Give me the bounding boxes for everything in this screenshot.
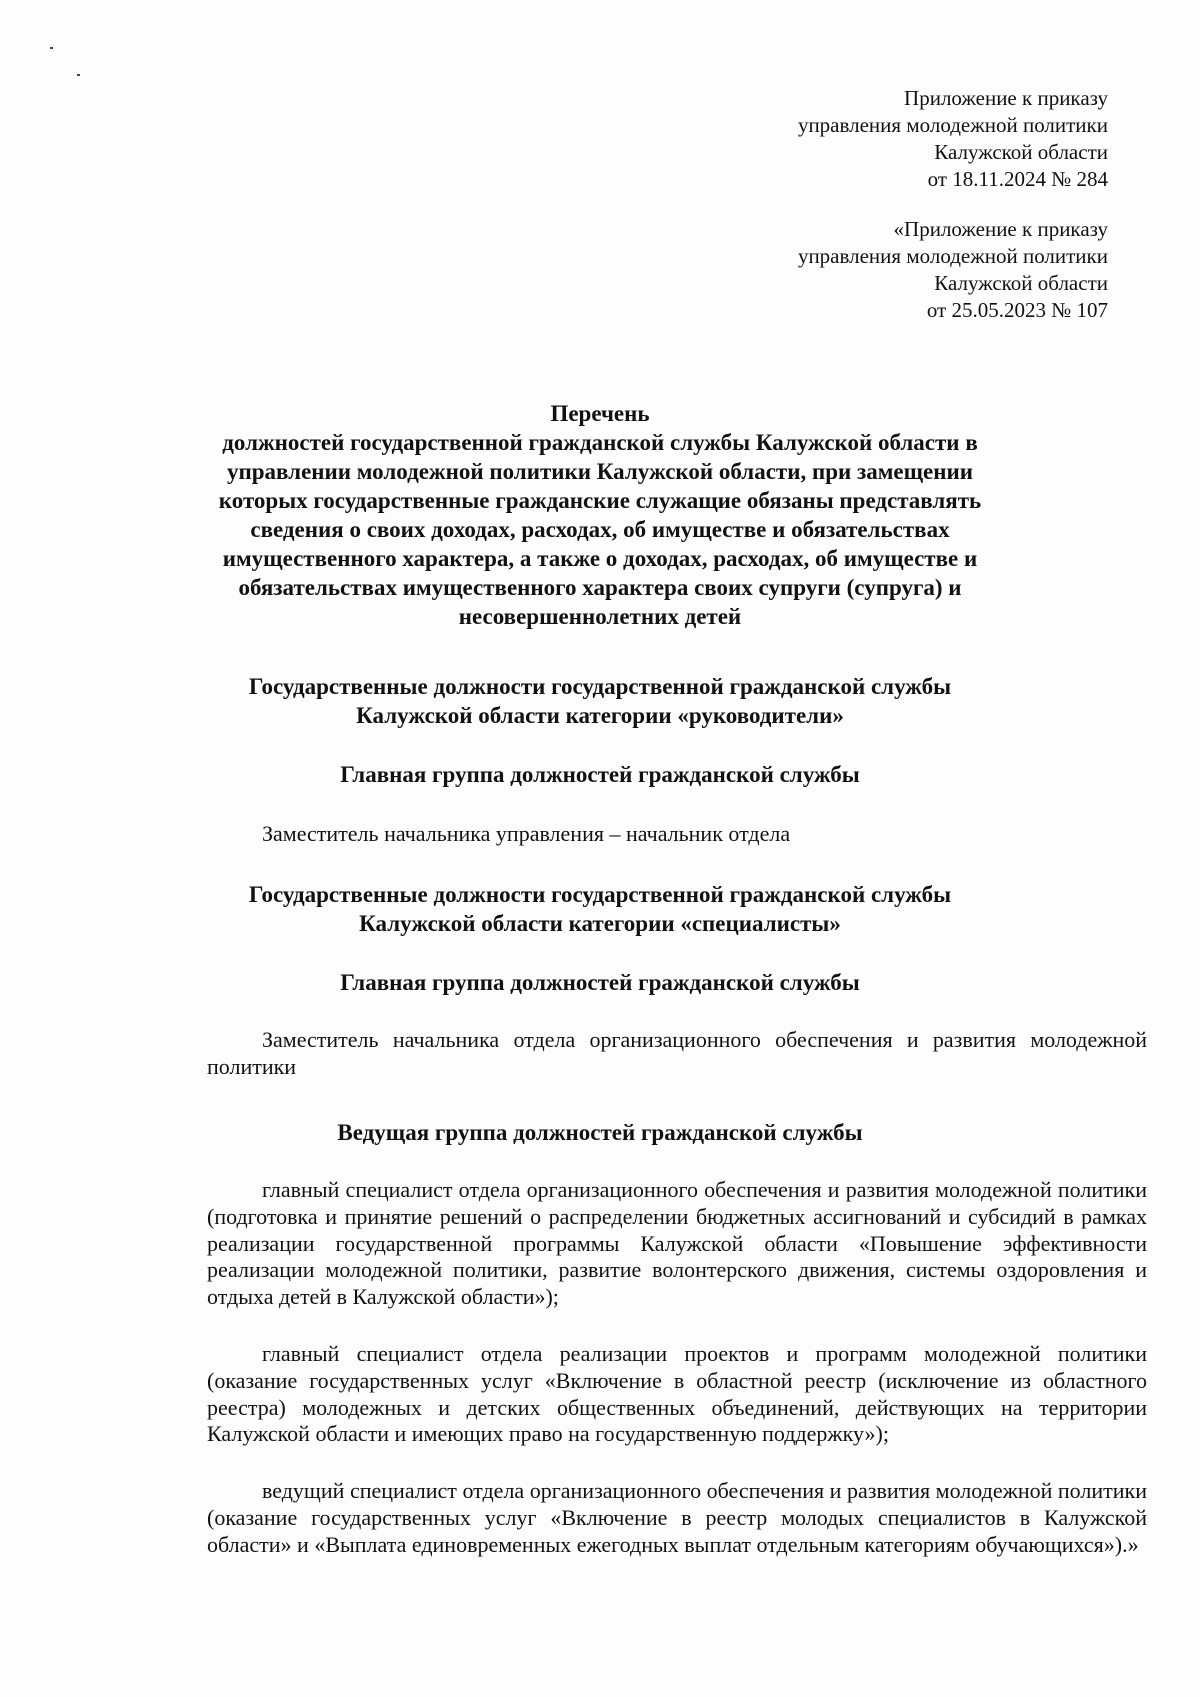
- section-heading-specialists: [0, 880, 1200, 938]
- appendix-line: от 25.05.2023 № 107: [926, 298, 1108, 322]
- position-deputy-department-head: Заместитель начальника отдела организационного обеспечения и развития молодежной политики: [207, 1027, 1147, 1079]
- appendix-line: Приложение к приказу: [904, 86, 1108, 110]
- position-deputy-head: Заместитель начальника управления – начальник отдела: [262, 821, 791, 846]
- heading-line: Государственные должности государственной гражданской службы: [248, 674, 952, 699]
- appendix-line: управления молодежной политики: [797, 113, 1108, 137]
- title-line: которых государственные гражданские служащие обязаны представлять: [218, 488, 982, 513]
- section-heading-leaders: [0, 672, 1200, 730]
- title-line: Перечень: [550, 401, 650, 426]
- title-line: несовершеннолетних детей: [458, 604, 742, 629]
- position-chief-specialist-registry: главный специалист отдела реализации проектов и программ молодежной политики (оказание государственных услуг «Включение в областной реестр (исключение из областного реестра) молодежных и детских общественных объединений, действующих на территории Калужской области и имеющих право на государственную поддержку»);: [207, 1341, 1147, 1447]
- title-line: управлении молодежной политики Калужской области, при замещении: [227, 459, 973, 484]
- heading-line: Государственные должности государственной гражданской службы: [248, 882, 952, 907]
- title-line: сведения о своих доходах, расходах, об имуществе и обязательствах: [250, 517, 950, 542]
- appendix-current: [798, 85, 1108, 193]
- appendix-line: управления молодежной политики: [797, 244, 1108, 268]
- group-heading-main-specialists: Главная группа должностей гражданской службы: [340, 970, 860, 995]
- scan-speck: [50, 47, 53, 49]
- scan-speck: [77, 74, 80, 76]
- title-line: должностей государственной гражданской службы Калужской области в: [222, 430, 978, 455]
- document-title: [0, 399, 1200, 631]
- group-heading-main-leaders: Главная группа должностей гражданской службы: [340, 762, 860, 787]
- heading-line: Калужской области категории «специалисты»: [359, 911, 841, 936]
- title-line: обязательствах имущественного характера своих супруги (супруга) и: [238, 575, 962, 600]
- group-heading-lead: Ведущая группа должностей гражданской службы: [337, 1120, 863, 1145]
- heading-line: Калужской области категории «руководители»: [356, 703, 844, 728]
- appendix-line: Калужской области: [934, 140, 1108, 164]
- position-chief-specialist-budget: главный специалист отдела организационного обеспечения и развития молодежной политики (подготовка и принятие решений о распределении бюджетных ассигнований и субсидий в рамках реализации государственной программы Калужской области «Повышение эффективности реализации молодежной политики, развитие волонтерского движения, системы оздоровления и отдыха детей в Калужской области»);: [207, 1177, 1147, 1310]
- position-leading-specialist: ведущий специалист отдела организационного обеспечения и развития молодежной политики (оказание государственных услуг «Включение в реестр молодых специалистов в Калужской области» и «Выплата единовременных ежегодных выплат отдельным категориям обучающихся»).»: [207, 1478, 1147, 1557]
- appendix-line: «Приложение к приказу: [893, 217, 1108, 241]
- title-line: имущественного характера, а также о доходах, расходах, об имуществе и: [222, 546, 978, 571]
- appendix-line: от 18.11.2024 № 284: [927, 167, 1108, 191]
- appendix-line: Калужской области: [934, 271, 1108, 295]
- appendix-previous: [798, 216, 1108, 324]
